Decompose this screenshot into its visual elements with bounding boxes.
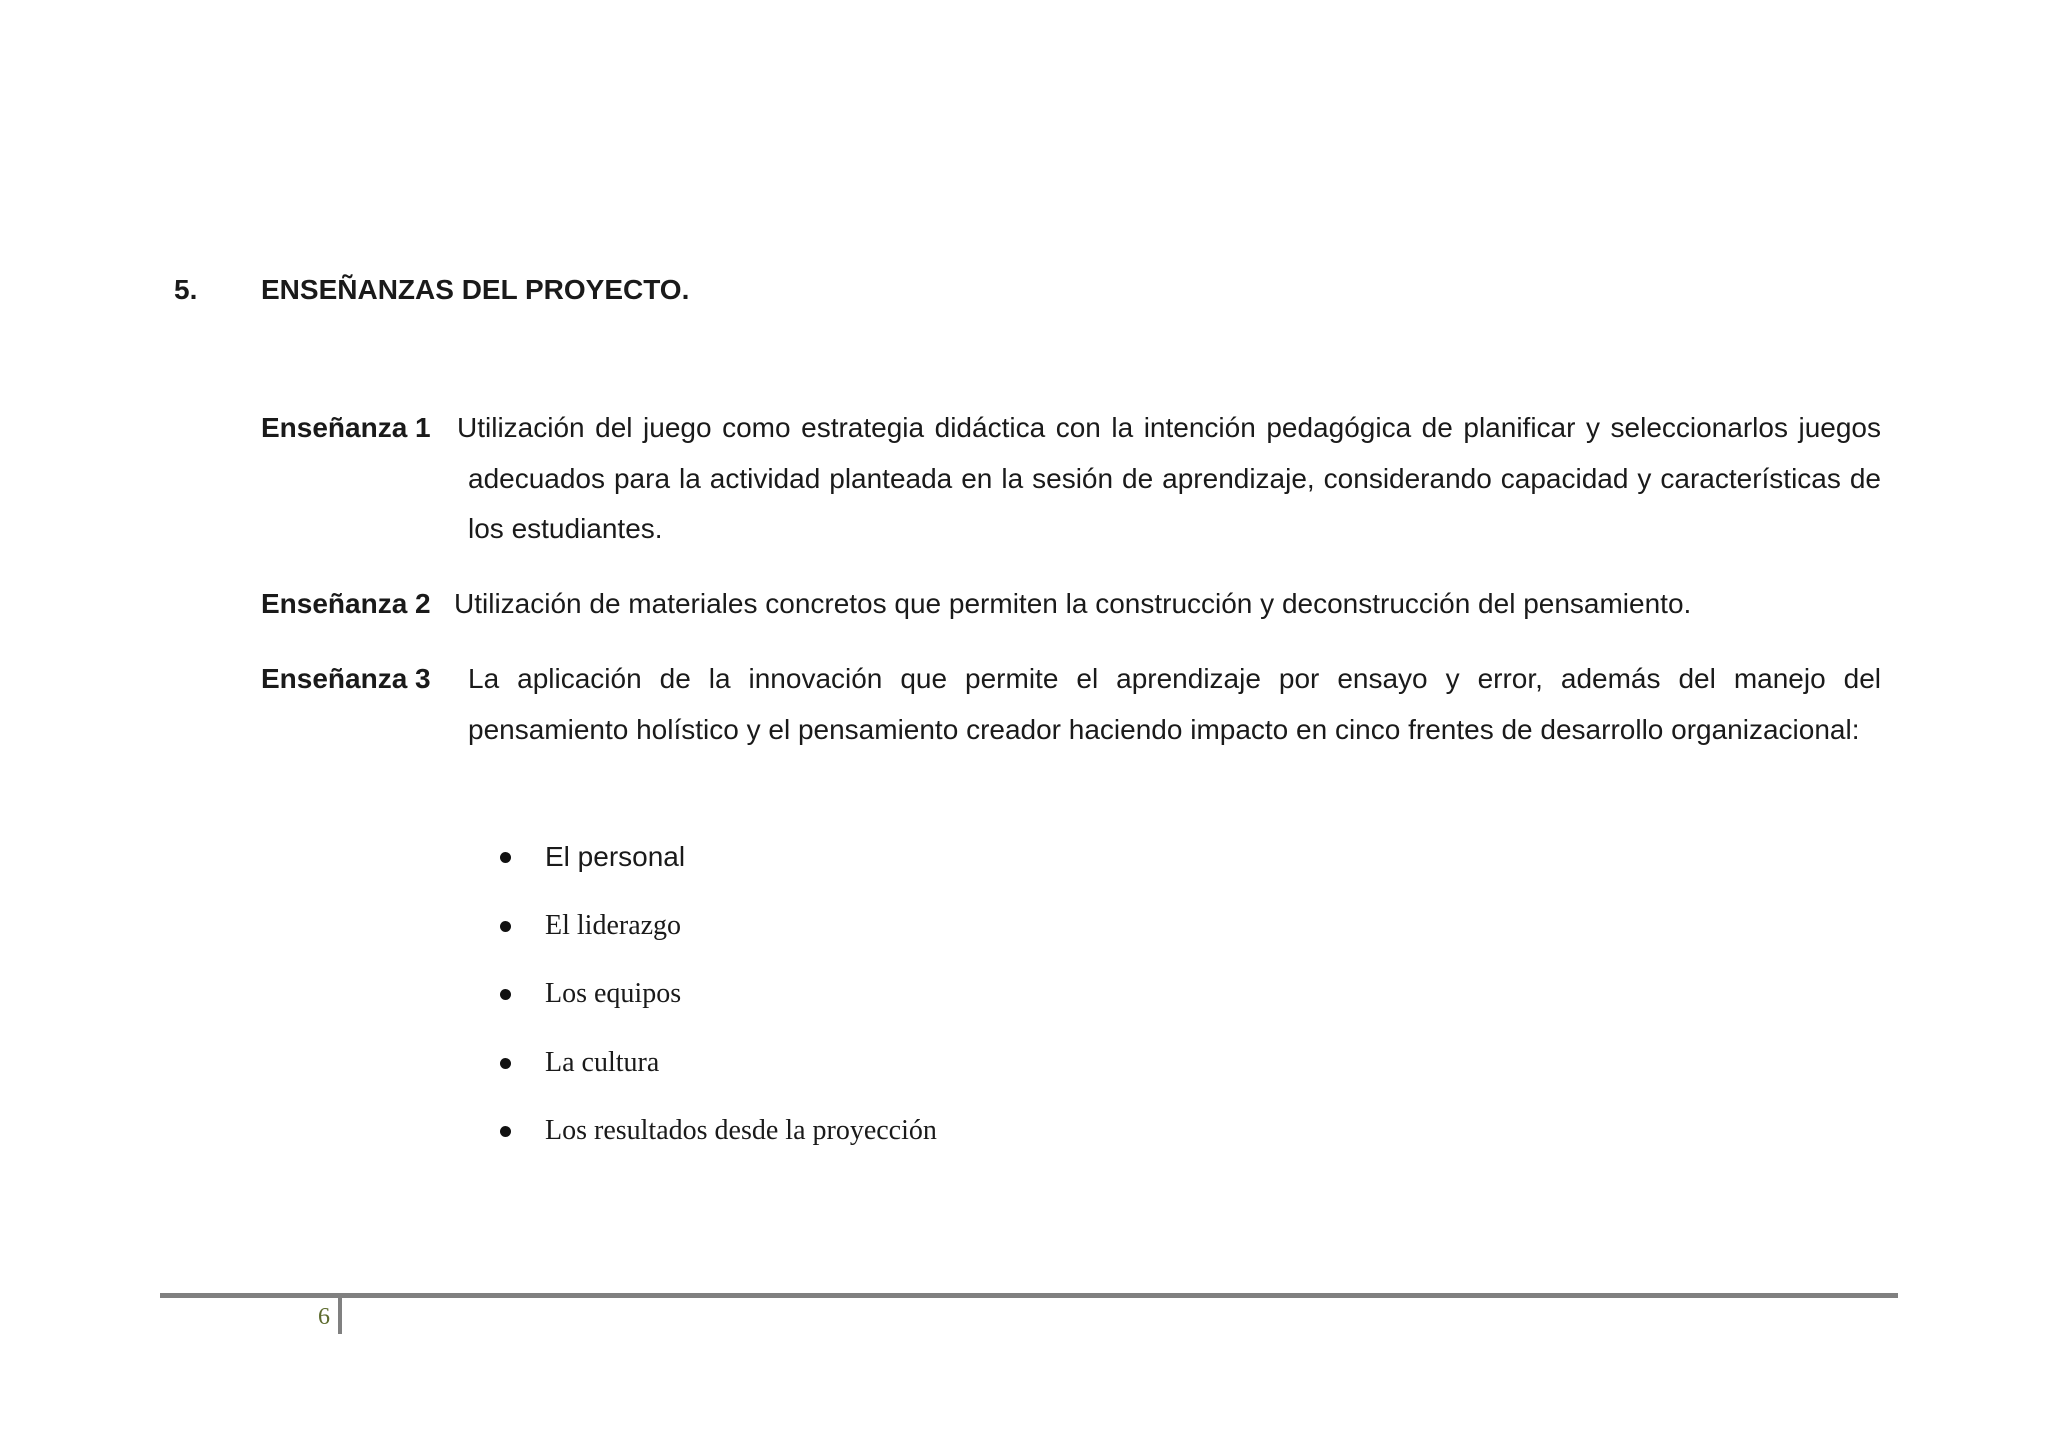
- list-item: [500, 1038, 937, 1107]
- teaching-2: [261, 579, 1881, 630]
- teaching-label: Enseñanza 3: [261, 663, 431, 694]
- section-number: 5.: [174, 274, 198, 305]
- bullet-icon: [500, 1126, 511, 1137]
- bullet-icon: [500, 852, 511, 863]
- list-item-text: La cultura: [545, 1046, 660, 1078]
- teaching-text: Utilización del juego como estrategia didáctica con la intención pedagógica de planificar y seleccionarlos juegos adecuados para la actividad planteada en la sesión de aprendizaje, considerando capacidad y características de los estudiantes.: [457, 412, 1881, 544]
- list-item: [500, 901, 937, 970]
- bullet-icon: [500, 1058, 511, 1069]
- organizational-fronts-list: [500, 832, 937, 1175]
- teaching-text: La aplicación de la innovación que permite el aprendizaje por ensayo y error, además del manejo del pensamiento holístico y el pensamiento creador haciendo impacto en cinco frentes de desarrollo organizacional:: [468, 663, 1881, 745]
- bullet-icon: [500, 921, 511, 932]
- list-item: [500, 969, 937, 1038]
- teaching-3: [261, 654, 1881, 755]
- section-title: ENSEÑANZAS DEL PROYECTO.: [261, 274, 690, 305]
- list-item-text: El liderazgo: [545, 909, 682, 941]
- footer-rule: [160, 1293, 1898, 1298]
- list-item-text: Los resultados desde la proyección: [545, 1115, 937, 1146]
- footer-divider: [338, 1298, 342, 1334]
- teaching-label: Enseñanza 2: [261, 588, 431, 619]
- list-item-text: El personal: [545, 841, 686, 872]
- teaching-text: Utilización de materiales concretos que permiten la construcción y deconstrucción del pensamiento.: [454, 588, 1692, 619]
- teaching-label: Enseñanza 1: [261, 412, 431, 443]
- teaching-1: [261, 403, 1881, 555]
- list-item: [500, 1106, 937, 1175]
- list-item: [500, 832, 937, 901]
- bullet-icon: [500, 989, 511, 1000]
- page-number: 6: [318, 1304, 330, 1330]
- list-item-text: Los equipos: [545, 978, 682, 1009]
